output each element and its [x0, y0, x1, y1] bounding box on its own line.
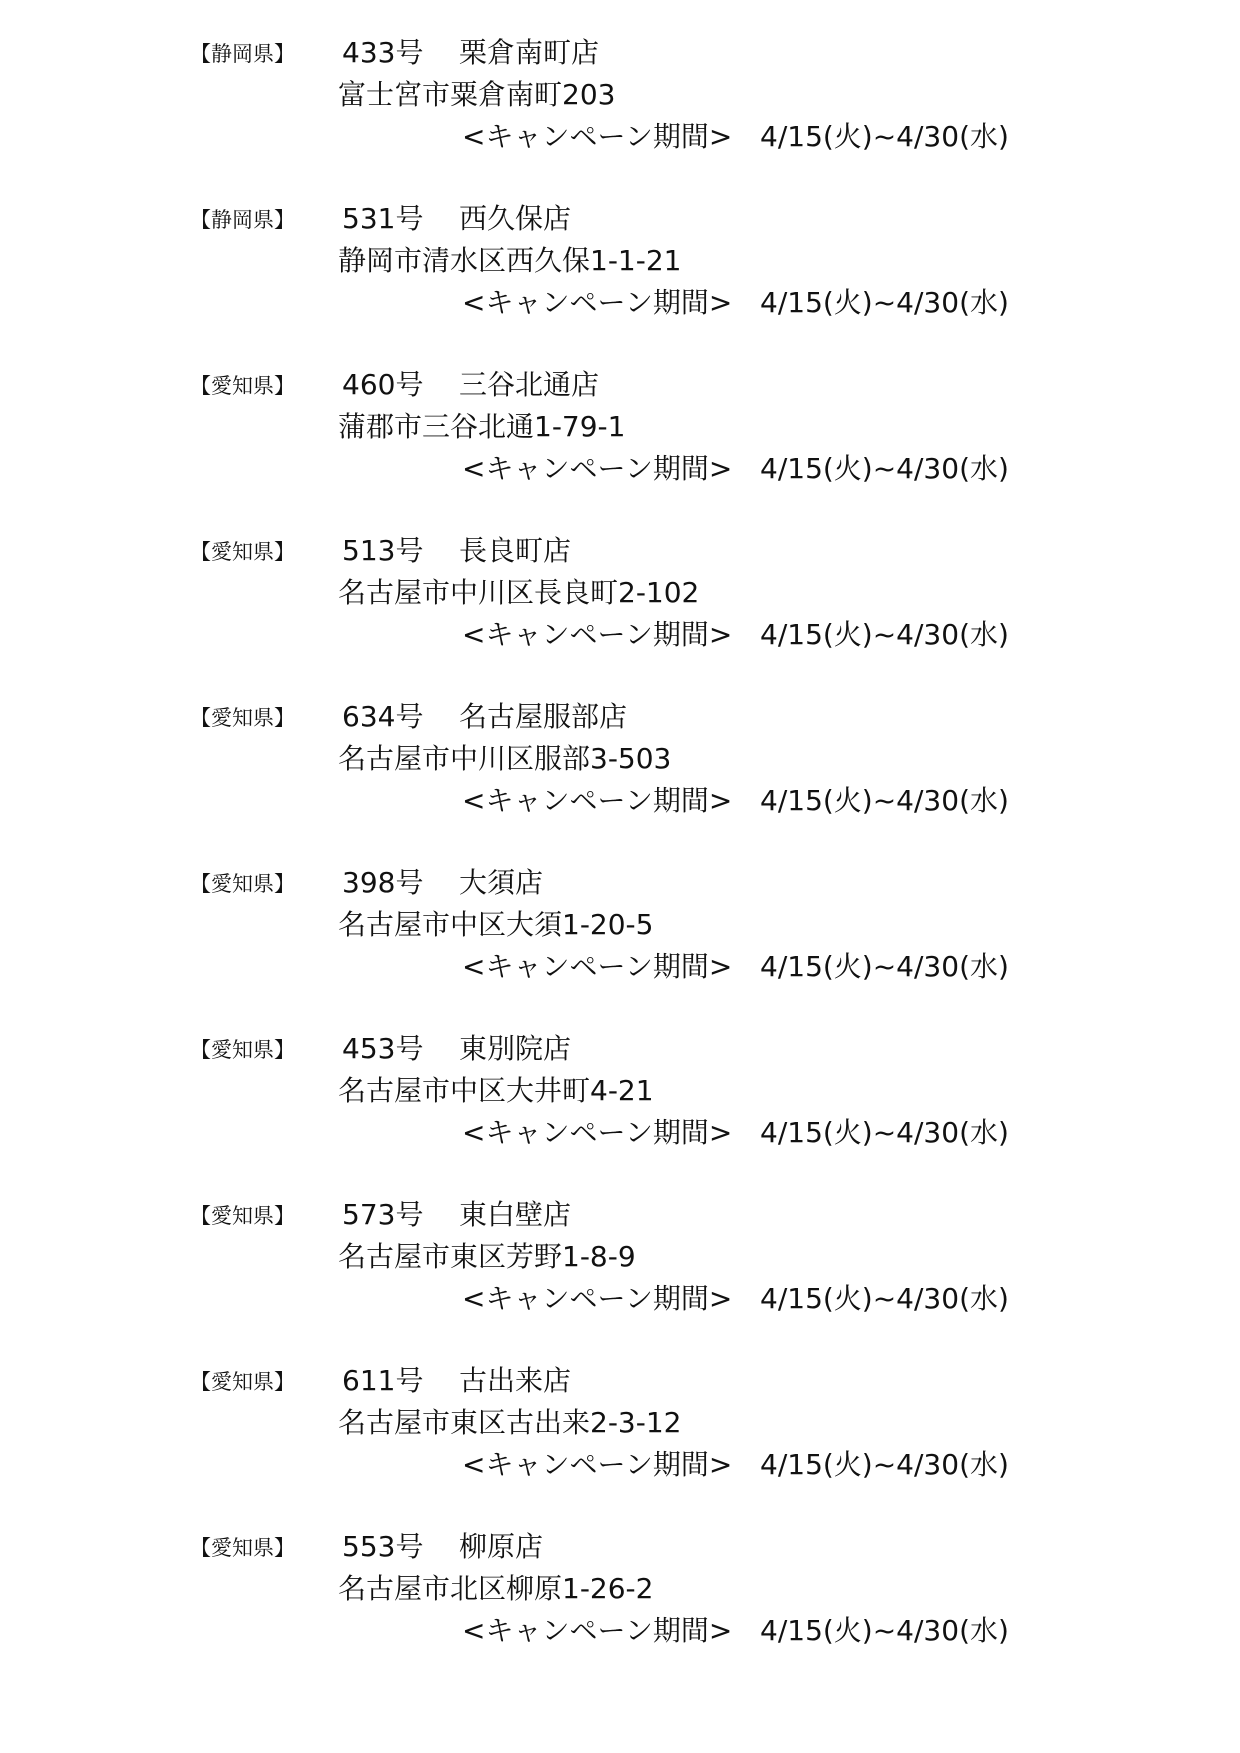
campaign-period-label: <キャンペーン期間>: [462, 120, 733, 153]
prefecture-label: 【愛知県】: [190, 706, 295, 730]
campaign-period-label: <キャンペーン期間>: [462, 1448, 733, 1481]
campaign-period-dates: 4/15(火)~4/30(水): [760, 784, 1009, 817]
campaign-period-dates: 4/15(火)~4/30(水): [760, 120, 1009, 153]
store-entry: [0, 531, 1240, 681]
store-name: 柳原店: [459, 1530, 544, 1563]
campaign-period-label: <キャンペーン期間>: [462, 286, 733, 319]
prefecture-label: 【静岡県】: [190, 42, 295, 66]
prefecture-label: 【愛知県】: [190, 1204, 295, 1228]
store-entry: [0, 1195, 1240, 1345]
store-number: 634号: [342, 700, 424, 733]
prefecture-label: 【静岡県】: [190, 208, 295, 232]
store-number: 433号: [342, 36, 424, 69]
store-entry: [0, 33, 1240, 183]
store-address: 名古屋市北区柳原1-26-2: [338, 1572, 654, 1605]
store-entry: [0, 1361, 1240, 1511]
store-number: 573号: [342, 1198, 424, 1231]
store-address: 静岡市清水区西久保1-1-21: [338, 244, 682, 277]
store-number: 453号: [342, 1032, 424, 1065]
campaign-period-dates: 4/15(火)~4/30(水): [760, 950, 1009, 983]
store-number: 398号: [342, 866, 424, 899]
campaign-period-label: <キャンペーン期間>: [462, 452, 733, 485]
store-address: 名古屋市中区大井町4-21: [338, 1074, 654, 1107]
store-address: 名古屋市中区大須1-20-5: [338, 908, 654, 941]
store-address: 名古屋市中川区服部3-503: [338, 742, 672, 775]
store-name: 名古屋服部店: [459, 700, 628, 733]
store-name: 大須店: [459, 866, 544, 899]
store-address: 名古屋市東区古出来2-3-12: [338, 1406, 682, 1439]
store-address: 蒲郡市三谷北通1-79-1: [338, 410, 626, 443]
prefecture-label: 【愛知県】: [190, 872, 295, 896]
store-number: 513号: [342, 534, 424, 567]
store-number: 531号: [342, 202, 424, 235]
store-entry: [0, 365, 1240, 515]
store-number: 460号: [342, 368, 424, 401]
store-entry: [0, 1029, 1240, 1179]
store-name: 栗倉南町店: [459, 36, 600, 69]
prefecture-label: 【愛知県】: [190, 1370, 295, 1394]
store-address: 名古屋市東区芳野1-8-9: [338, 1240, 636, 1273]
campaign-period-label: <キャンペーン期間>: [462, 784, 733, 817]
campaign-period-dates: 4/15(火)~4/30(水): [760, 1614, 1009, 1647]
campaign-period-dates: 4/15(火)~4/30(水): [760, 452, 1009, 485]
store-entry: [0, 863, 1240, 1013]
store-name: 長良町店: [459, 534, 572, 567]
campaign-period-dates: 4/15(火)~4/30(水): [760, 1282, 1009, 1315]
campaign-period-dates: 4/15(火)~4/30(水): [760, 1116, 1009, 1149]
prefecture-label: 【愛知県】: [190, 540, 295, 564]
campaign-period-dates: 4/15(火)~4/30(水): [760, 1448, 1009, 1481]
store-name: 古出来店: [459, 1364, 572, 1397]
store-name: 東別院店: [459, 1032, 572, 1065]
store-number: 553号: [342, 1530, 424, 1563]
prefecture-label: 【愛知県】: [190, 1038, 295, 1062]
store-number: 611号: [342, 1364, 424, 1397]
campaign-period-label: <キャンペーン期間>: [462, 1282, 733, 1315]
store-name: 三谷北通店: [459, 368, 600, 401]
campaign-period-dates: 4/15(火)~4/30(水): [760, 618, 1009, 651]
campaign-period-label: <キャンペーン期間>: [462, 618, 733, 651]
campaign-period-label: <キャンペーン期間>: [462, 950, 733, 983]
store-address: 名古屋市中川区長良町2-102: [338, 576, 700, 609]
store-entry: [0, 1527, 1240, 1677]
store-entry: [0, 697, 1240, 847]
prefecture-label: 【愛知県】: [190, 1536, 295, 1560]
store-entry: [0, 199, 1240, 349]
campaign-period-label: <キャンペーン期間>: [462, 1116, 733, 1149]
campaign-period-dates: 4/15(火)~4/30(水): [760, 286, 1009, 319]
prefecture-label: 【愛知県】: [190, 374, 295, 398]
store-name: 西久保店: [459, 202, 572, 235]
store-name: 東白壁店: [459, 1198, 572, 1231]
store-address: 富士宮市粟倉南町203: [338, 78, 616, 111]
campaign-period-label: <キャンペーン期間>: [462, 1614, 733, 1647]
